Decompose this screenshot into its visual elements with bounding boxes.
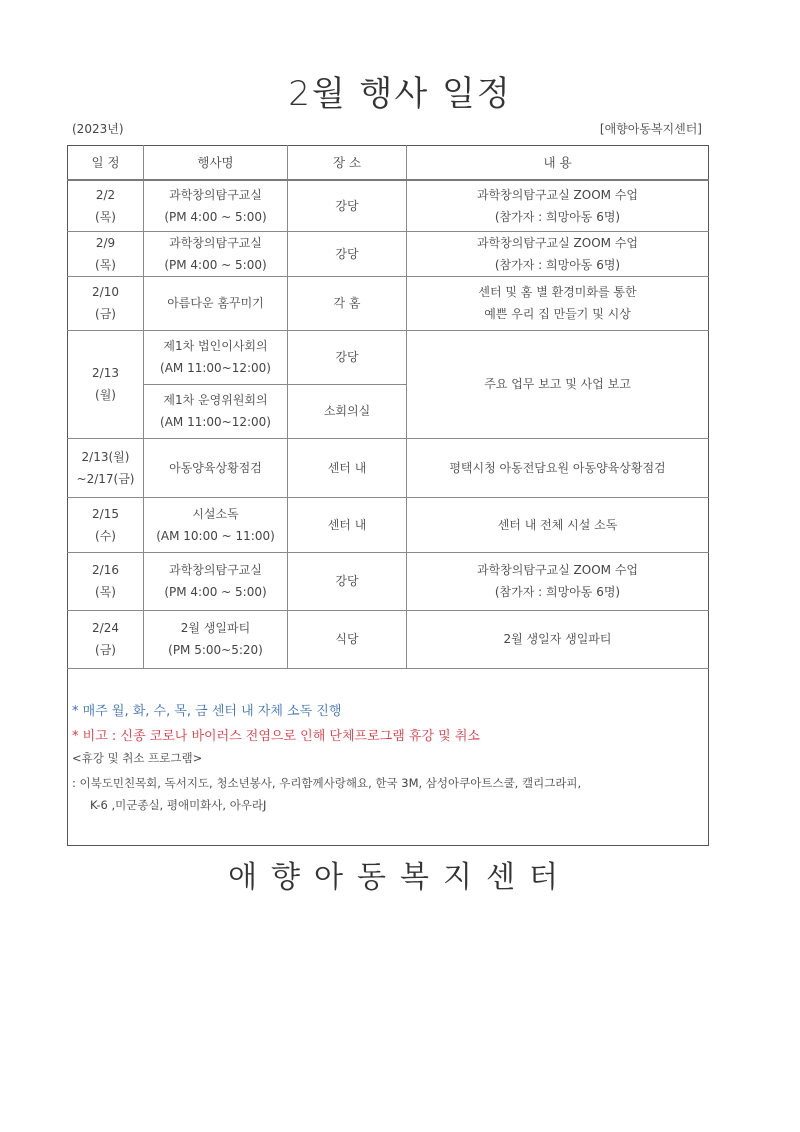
place-cell: 식당 bbox=[288, 610, 407, 668]
table-row bbox=[68, 180, 709, 231]
event-cell: 아름다운 홈꾸미기 bbox=[144, 276, 288, 330]
table-header-row bbox=[68, 146, 709, 181]
content-line: (참가자 : 희망아동 6명) bbox=[494, 257, 621, 272]
event-cell bbox=[144, 384, 288, 438]
event-name: 과학창의탐구교실 bbox=[169, 235, 262, 250]
page-title: 2월 행사 일정 bbox=[288, 74, 512, 114]
event-time: (PM 5:00~5:20) bbox=[168, 643, 263, 657]
weekday-text: (목) bbox=[95, 209, 116, 224]
content-line: 과학창의탐구교실 ZOOM 수업 bbox=[476, 187, 638, 202]
disinfection-note: * 매주 월, 화, 수, 목, 금 센터 내 자체 소독 진행 bbox=[72, 704, 342, 719]
cancelled-programs-list-cont: K-6 ,미군종실, 평애미화사, 아우라J bbox=[90, 798, 267, 812]
date-text: 2/2 bbox=[95, 187, 116, 202]
place-cell: 강당 bbox=[288, 330, 407, 384]
weekday-text: (목) bbox=[95, 257, 116, 272]
event-cell bbox=[144, 231, 288, 276]
content-line: 센터 및 홈 별 환경미화를 통한 bbox=[478, 285, 637, 299]
notes-section bbox=[72, 700, 702, 816]
event-name: 제1차 법인이사회의 bbox=[163, 339, 268, 353]
date-cell bbox=[68, 276, 144, 330]
event-cell bbox=[144, 497, 288, 552]
table-row bbox=[68, 438, 709, 497]
weekday-text: (월) bbox=[95, 388, 116, 402]
place-cell: 센터 내 bbox=[288, 438, 407, 497]
date-text: 2/16 bbox=[92, 563, 119, 577]
date-text: 2/13 bbox=[92, 366, 119, 380]
column-header-date: 일 정 bbox=[68, 146, 144, 181]
content-cell: 2월 생일자 생일파티 bbox=[407, 610, 709, 668]
organization-tag: [애향아동복지센터] bbox=[599, 122, 702, 136]
event-time: (PM 4:00 ~ 5:00) bbox=[164, 585, 267, 599]
content-cell: 평택시청 아동전담요원 아동양육상황점검 bbox=[407, 438, 709, 497]
event-time: (AM 10:00 ~ 11:00) bbox=[156, 528, 275, 543]
column-header-place: 장 소 bbox=[288, 146, 407, 181]
date-text: 2/15 bbox=[92, 506, 119, 521]
table-row bbox=[68, 330, 709, 384]
place-cell: 강당 bbox=[288, 231, 407, 276]
event-time: (PM 4:00 ~ 5:00) bbox=[164, 209, 267, 224]
event-cell bbox=[144, 180, 288, 231]
content-line: 과학창의탐구교실 ZOOM 수업 bbox=[476, 563, 638, 577]
column-header-content: 내 용 bbox=[407, 146, 709, 181]
content-cell bbox=[407, 552, 709, 610]
date-cell bbox=[68, 330, 144, 438]
date-text: 2/24 bbox=[92, 621, 119, 635]
content-cell bbox=[407, 231, 709, 276]
place-cell: 강당 bbox=[288, 180, 407, 231]
date-text: 2/10 bbox=[92, 285, 119, 299]
content-line: (참가자 : 희망아동 6명) bbox=[494, 585, 621, 599]
schedule-table bbox=[67, 145, 709, 669]
content-cell: 센터 내 전체 시설 소독 bbox=[407, 497, 709, 552]
cancelled-programs-list: : 이북도민친목회, 독서지도, 청소년봉사, 우리함께사랑해요, 한국 3M, 삼성아쿠아트스쿨, 캘리그라피, bbox=[72, 776, 582, 790]
event-cell bbox=[144, 552, 288, 610]
event-cell: 아동양육상황점검 bbox=[144, 438, 288, 497]
date-text: ~2/17(금) bbox=[76, 471, 135, 486]
weekday-text: (금) bbox=[95, 643, 116, 657]
weekday-text: (수) bbox=[95, 528, 116, 543]
event-name: 2월 생일파티 bbox=[180, 621, 251, 635]
content-cell: 주요 업무 보고 및 사업 보고 bbox=[407, 330, 709, 438]
content-line: 예쁜 우리 집 만들기 및 시상 bbox=[484, 307, 631, 321]
event-cell bbox=[144, 330, 288, 384]
table-row bbox=[68, 497, 709, 552]
date-cell bbox=[68, 497, 144, 552]
table-row bbox=[68, 231, 709, 276]
place-cell: 센터 내 bbox=[288, 497, 407, 552]
place-cell: 강당 bbox=[288, 552, 407, 610]
date-text: 2/9 bbox=[95, 235, 116, 250]
event-name: 과학창의탐구교실 bbox=[169, 563, 262, 577]
content-cell bbox=[407, 180, 709, 231]
event-cell bbox=[144, 610, 288, 668]
event-time: (PM 4:00 ~ 5:00) bbox=[164, 257, 267, 272]
content-line: (참가자 : 희망아동 6명) bbox=[494, 209, 621, 224]
cancelled-programs-heading: <휴강 및 취소 프로그램> bbox=[72, 751, 203, 765]
date-cell bbox=[68, 552, 144, 610]
date-cell bbox=[68, 438, 144, 497]
date-text: 2/13(월) bbox=[81, 449, 130, 464]
table-row bbox=[68, 610, 709, 668]
event-name: 시설소독 bbox=[192, 506, 239, 521]
remark-note: * 비고 : 신종 코로나 바이러스 전염으로 인해 단체프로그램 휴강 및 취소 bbox=[72, 729, 480, 744]
footer-organization-name: 애향아동복지센터 bbox=[228, 860, 572, 895]
content-line: 과학창의탐구교실 ZOOM 수업 bbox=[476, 235, 638, 250]
date-cell bbox=[68, 180, 144, 231]
weekday-text: (금) bbox=[95, 307, 116, 321]
event-name: 과학창의탐구교실 bbox=[169, 187, 262, 202]
event-time: (AM 11:00~12:00) bbox=[160, 361, 271, 375]
event-time: (AM 11:00~12:00) bbox=[160, 415, 271, 429]
weekday-text: (목) bbox=[95, 585, 116, 599]
place-cell: 각 홈 bbox=[288, 276, 407, 330]
date-cell bbox=[68, 610, 144, 668]
place-cell: 소회의실 bbox=[288, 384, 407, 438]
date-cell bbox=[68, 231, 144, 276]
year-label: (2023년) bbox=[72, 122, 124, 136]
event-name: 제1차 운영위원회의 bbox=[163, 393, 268, 407]
table-row bbox=[68, 276, 709, 330]
content-cell bbox=[407, 276, 709, 330]
column-header-event: 행사명 bbox=[144, 146, 288, 181]
table-row bbox=[68, 552, 709, 610]
